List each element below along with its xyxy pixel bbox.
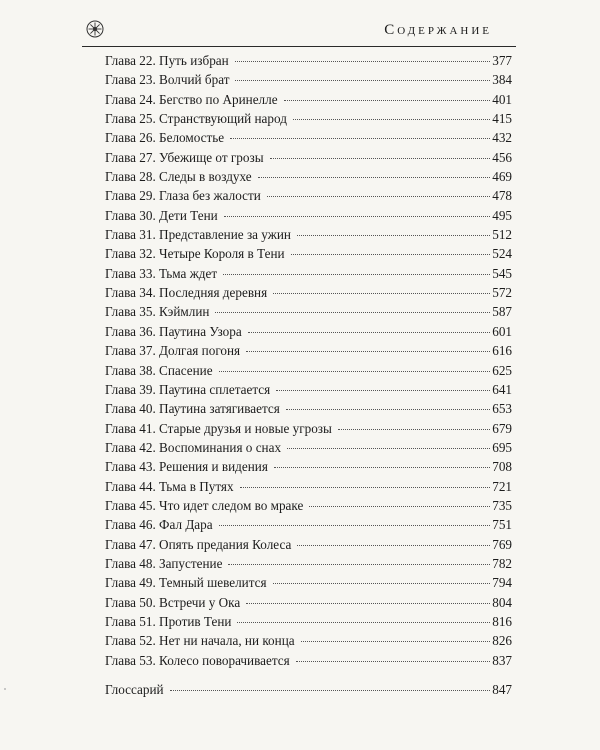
toc-entry-page: 587 xyxy=(492,304,512,320)
dot-leader xyxy=(228,564,490,565)
dot-leader xyxy=(301,641,491,642)
dot-leader xyxy=(248,332,490,333)
toc-entry-page: 782 xyxy=(492,555,512,571)
toc-entry-title: Глава 30. Дети Тени xyxy=(105,207,218,223)
toc-entry xyxy=(105,631,512,650)
dot-leader xyxy=(338,429,490,430)
dot-leader xyxy=(309,506,490,507)
dot-leader xyxy=(274,467,490,468)
toc-entry xyxy=(105,186,512,205)
dot-leader xyxy=(258,177,491,178)
toc-entry-title: Глава 34. Последняя деревня xyxy=(105,285,268,301)
toc-entry xyxy=(105,554,512,573)
toc-entry xyxy=(105,419,512,438)
toc-entry xyxy=(105,496,512,515)
toc-entry xyxy=(105,593,512,612)
toc-entry-page: 432 xyxy=(492,130,512,146)
toc-entry xyxy=(105,51,512,70)
dot-leader xyxy=(219,525,491,526)
toc-entry xyxy=(105,361,512,380)
toc-entry xyxy=(105,244,512,263)
dot-leader xyxy=(240,487,491,488)
toc-entry-title: Глава 43. Решения и видения xyxy=(105,459,268,475)
toc-entry-title: Глава 25. Странствующий народ xyxy=(105,111,287,127)
dot-leader xyxy=(170,690,491,691)
dot-leader xyxy=(296,661,491,662)
toc-entry-page: 721 xyxy=(492,478,512,494)
toc-entry xyxy=(105,302,512,321)
toc-entry-title: Глава 22. Путь избран xyxy=(105,53,229,68)
toc-entry-page: 641 xyxy=(492,381,512,397)
dot-leader xyxy=(235,80,490,81)
toc-entry xyxy=(105,380,512,399)
toc-entry-page: 415 xyxy=(492,111,512,127)
toc-entry-page: 524 xyxy=(492,246,512,262)
toc-entry-title: Глава 28. Следы в воздухе xyxy=(105,169,252,185)
dot-leader xyxy=(237,622,490,623)
toc-entry-title: Глава 45. Что идет следом во мраке xyxy=(105,497,304,513)
toc-entry-page: 769 xyxy=(492,536,512,552)
toc-entry-title: Глава 40. Паутина затягивается xyxy=(105,401,280,417)
toc-entry xyxy=(105,573,512,592)
running-header xyxy=(82,16,516,47)
toc-entry xyxy=(105,109,512,128)
toc-entry-title: Глава 33. Тьма ждет xyxy=(105,265,218,281)
toc-entry-title: Глава 23. Волчий брат xyxy=(105,72,230,88)
dot-leader xyxy=(273,293,490,294)
dot-leader xyxy=(267,196,490,197)
toc-entry xyxy=(105,515,512,534)
toc-entry-page: 601 xyxy=(492,323,512,339)
toc-entry-title: Глава 37. Долгая погоня xyxy=(105,343,241,359)
toc-entry-title: Глава 46. Фал Дара xyxy=(105,517,213,533)
toc-entry-title: Глава 39. Паутина сплетается xyxy=(105,381,271,397)
toc-entry-title: Глава 35. Кэймлин xyxy=(105,304,210,320)
toc-entry-title: Глава 47. Опять предания Колеса xyxy=(105,536,292,552)
table-of-contents xyxy=(105,51,512,670)
dot-leader xyxy=(276,390,490,391)
toc-entry-title: Глава 31. Представление за ужин xyxy=(105,227,291,243)
running-head-title: Содержание xyxy=(384,22,492,38)
toc-entry-title: Глава 44. Тьма в Путях xyxy=(105,478,234,494)
dot-leader xyxy=(270,158,491,159)
toc-entry-page: 456 xyxy=(492,149,512,165)
toc-entry-title: Глава 41. Старые друзья и новые угрозы xyxy=(105,420,332,436)
dot-leader xyxy=(230,138,490,139)
toc-entry-title: Глава 49. Темный шевелится xyxy=(105,575,267,591)
toc-entry-title: Глава 27. Убежище от грозы xyxy=(105,149,264,165)
page-edge-speck xyxy=(4,688,6,690)
toc-entry-page: 384 xyxy=(492,72,512,88)
dot-leader xyxy=(297,235,490,236)
toc-entry-page: 837 xyxy=(492,652,512,668)
dot-leader xyxy=(291,254,491,255)
toc-entry xyxy=(105,128,512,147)
toc-entry-title: Глава 24. Бегство по Аринелле xyxy=(105,91,278,107)
toc-entry-page: 847 xyxy=(492,682,512,697)
toc-entry-page: 469 xyxy=(492,169,512,185)
toc-entry-title: Глава 50. Встречи у Ока xyxy=(105,594,241,610)
dot-leader xyxy=(297,545,490,546)
dot-leader xyxy=(284,100,491,101)
dot-leader xyxy=(287,448,490,449)
toc-entry-page: 826 xyxy=(492,633,512,649)
toc-entry-page: 751 xyxy=(492,517,512,533)
toc-entry xyxy=(105,167,512,186)
toc-glossary-entry xyxy=(105,680,512,699)
toc-entry-page: 794 xyxy=(492,575,512,591)
toc-entry xyxy=(105,399,512,418)
dot-leader xyxy=(273,583,491,584)
toc-entry xyxy=(105,264,512,283)
toc-entry xyxy=(105,651,512,670)
dot-leader xyxy=(223,274,490,275)
dot-leader xyxy=(224,216,491,217)
toc-entry xyxy=(105,283,512,302)
dot-leader xyxy=(215,312,490,313)
toc-entry-page: 495 xyxy=(492,207,512,223)
toc-entry xyxy=(105,70,512,89)
toc-entry xyxy=(105,322,512,341)
toc-entry-title: Глава 32. Четыре Короля в Тени xyxy=(105,246,285,262)
toc-entry xyxy=(105,206,512,225)
toc-entry xyxy=(105,477,512,496)
toc-entry-page: 816 xyxy=(492,613,512,629)
toc-entry xyxy=(105,438,512,457)
dot-leader xyxy=(246,351,490,352)
toc-entry xyxy=(105,341,512,360)
ornament-rosette-icon xyxy=(86,20,104,38)
toc-entry-page: 695 xyxy=(492,439,512,455)
toc-entry-page: 512 xyxy=(492,227,512,243)
dot-leader xyxy=(246,603,490,604)
toc-entry-page: 377 xyxy=(492,53,512,68)
toc-entry xyxy=(105,225,512,244)
toc-entry-page: 625 xyxy=(492,362,512,378)
toc-entry-page: 679 xyxy=(492,420,512,436)
dot-leader xyxy=(293,119,490,120)
dot-leader xyxy=(286,409,490,410)
toc-entry xyxy=(105,90,512,109)
toc-entry-page: 804 xyxy=(492,594,512,610)
dot-leader xyxy=(219,371,491,372)
toc-entry-page: 401 xyxy=(492,91,512,107)
toc-entry-page: 572 xyxy=(492,285,512,301)
toc-entry-title: Глава 42. Воспоминания о снах xyxy=(105,439,282,455)
toc-entry-page: 735 xyxy=(492,497,512,513)
toc-entry-title: Глава 36. Паутина Узора xyxy=(105,323,242,339)
toc-entry-page: 478 xyxy=(492,188,512,204)
toc-entry-title: Глава 48. Запустение xyxy=(105,555,223,571)
toc-entry-title: Глава 38. Спасение xyxy=(105,362,213,378)
toc-entry-page: 616 xyxy=(492,343,512,359)
toc-entry-page: 545 xyxy=(492,265,512,281)
toc-entry-title: Глава 51. Против Тени xyxy=(105,613,232,629)
toc-entry-title: Глава 26. Беломостье xyxy=(105,130,225,146)
toc-entry-title: Глава 53. Колесо поворачивается xyxy=(105,652,290,668)
toc-entry-title: Глава 29. Глаза без жалости xyxy=(105,188,261,204)
toc-entry-title: Глава 52. Нет ни начала, ни конца xyxy=(105,633,295,649)
dot-leader xyxy=(235,61,490,62)
toc-entry xyxy=(105,535,512,554)
toc-entry xyxy=(105,148,512,167)
toc-entry-page: 653 xyxy=(492,401,512,417)
toc-entry-page: 708 xyxy=(492,459,512,475)
toc-entry xyxy=(105,457,512,476)
toc-entry xyxy=(105,612,512,631)
toc-entry-title: Глоссарий xyxy=(105,682,164,697)
